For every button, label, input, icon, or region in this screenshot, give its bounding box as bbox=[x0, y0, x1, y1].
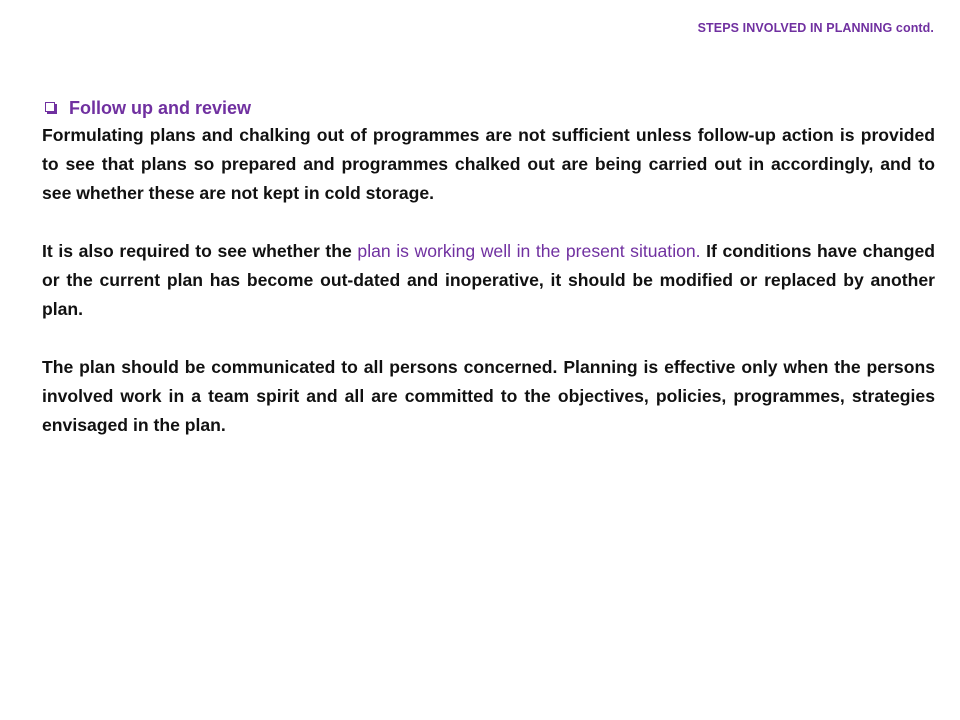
paragraph-plan-working bbox=[42, 237, 935, 324]
slide-content bbox=[42, 95, 935, 469]
section-heading bbox=[45, 95, 935, 121]
paragraph-plan-working-start: It is also required to see whether the bbox=[42, 241, 358, 261]
paragraph-plan-working-end: If conditions have changed or the current plan has become out-dated and inoperative, it should be modified or replaced by another plan. bbox=[42, 241, 935, 319]
checkbox-bullet-icon bbox=[45, 102, 55, 112]
slide-header-title: STEPS INVOLVED IN PLANNING contd. bbox=[697, 21, 934, 35]
paragraph-plan-working-highlight: plan is working well in the present situation. bbox=[357, 241, 701, 261]
paragraph-follow-up: Formulating plans and chalking out of programmes are not sufficient unless follow-up action is provided to see that plans so prepared and programmes chalked out are being carried out in accordingly, and to see whether these are not kept in cold storage. bbox=[42, 125, 935, 203]
section-heading-text: Follow up and review bbox=[69, 98, 252, 118]
paragraph-communication: The plan should be communicated to all persons concerned. Planning is effective only when the persons involved work in a team spirit and all are committed to the objectives, policies, programmes, strategies envisaged in the plan. bbox=[42, 357, 935, 435]
